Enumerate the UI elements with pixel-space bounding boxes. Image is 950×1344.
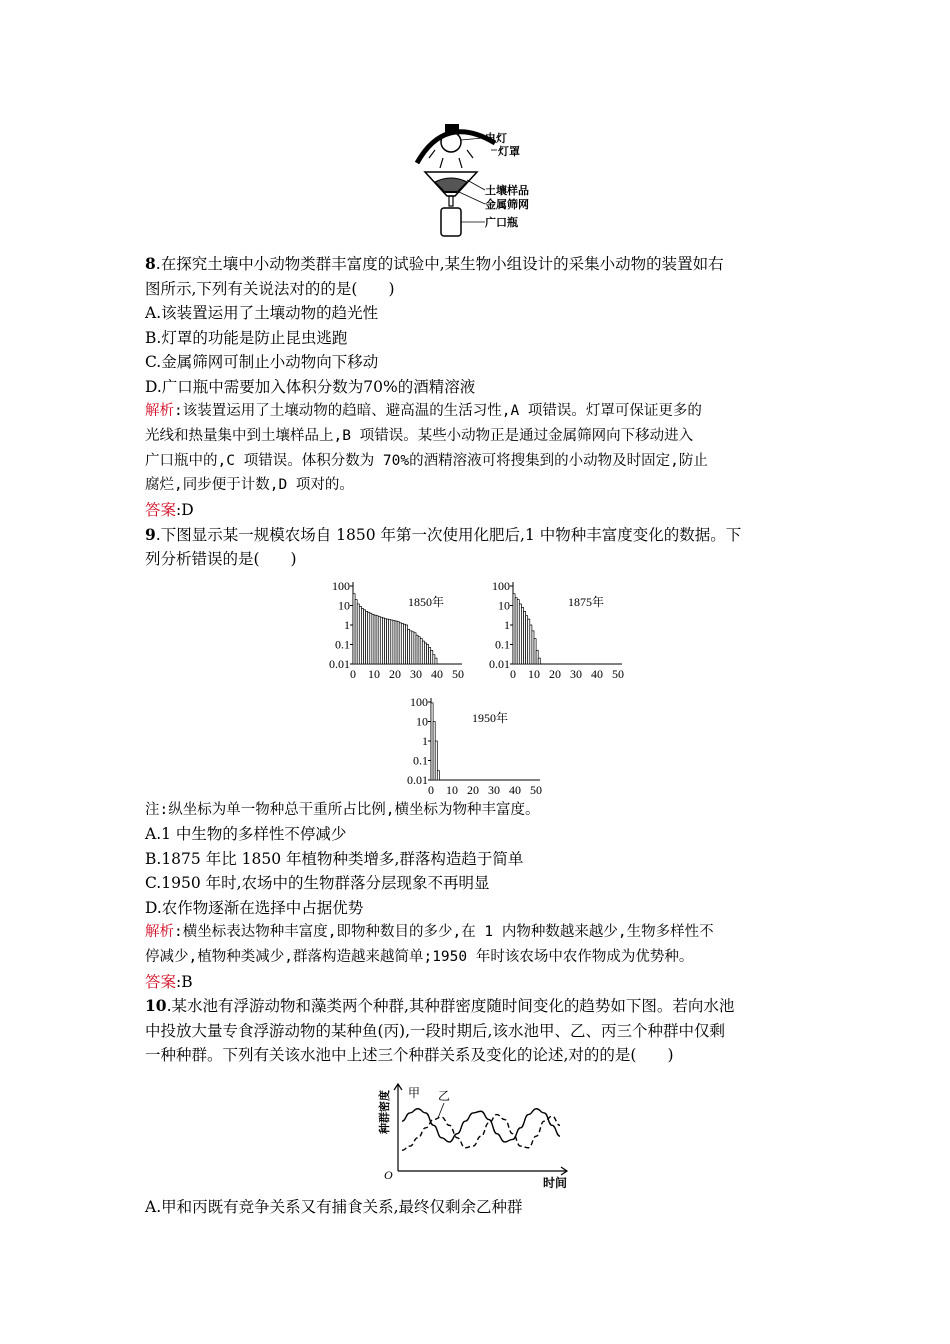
q10-stem-line2: 中投放大量专食浮游动物的某种鱼(丙),一段时期后,该水池甲、乙、丙三个种群中仅剩 [145,1022,725,1040]
q10-stem-line3: 一种种群。下列有关该水池中上述三个种群关系及变化的论述,对的的是( ) [145,1046,674,1064]
x-tick-label: 10 [528,667,540,681]
soil-sample-shape [435,178,467,192]
y-tick-label: 100 [492,579,510,593]
label-shade: 灯罩 [498,146,520,158]
q10-stem-line1: 10.某水池有浮游动物和藻类两个种群,其种群密度随时间变化的趋势如下图。若向水池 [145,996,735,1015]
series-label-yi: 乙 [438,1089,451,1103]
q8-analysis-line3: 广口瓶中的,C 项错误。体积分数为 70%的酒精溶液可将搜集到的小动物及时固定,防止 [145,453,708,469]
q9-analysis-line1: 解析:横坐标表达物种丰富度,即物种数目的多少,在 1 内物种数越来越少,生物多样性不 [145,924,714,940]
apparatus-figure [405,118,555,238]
x-tick-label: 0 [428,783,434,797]
q9-option-b: B.1875 年比 1850 年植物种类增多,群落构造趋于简单 [145,850,524,868]
y-tick-label: 0.1 [495,637,510,652]
label-lamp: 电灯 [485,133,507,145]
q8-answer-label: 答案 [145,501,177,519]
x-tick-label: 30 [570,667,582,681]
q8-analysis-line1: 解析:该装置运用了土壤动物的趋暗、避高温的生活习性,A 项错误。灯罩可保证更多的 [145,403,702,419]
histogram-bar [538,658,540,664]
jar-shape [441,208,461,236]
x-tick-label: 50 [612,667,624,681]
x-tick-label: 0 [350,667,356,681]
histogram-1875 [482,576,630,686]
x-tick-label: 30 [488,783,500,797]
q9-answer-label: 答案 [145,973,177,991]
x-tick-label: 40 [431,667,443,681]
histogram-1850 [322,576,470,686]
x-axis-label: 时间 [543,1176,568,1190]
q9-option-d: D.农作物逐渐在选择中占据优势 [145,899,364,917]
y-tick-label: 100 [410,695,428,709]
histogram-title: 1950年 [472,711,509,725]
q9-answer: 答案:B [145,973,193,991]
y-tick-label: 1 [504,618,510,632]
q9-stem-line2: 列分析错误的是( ) [145,550,297,568]
q10-number: 10 [145,996,167,1015]
y-tick-label: 1 [422,734,428,748]
origin-label: O [384,1168,393,1182]
histogram-title: 1850年 [408,595,445,609]
y-tick-label: 0.01 [407,773,428,787]
y-tick-label: 0.1 [335,637,350,652]
series-label-jia: 甲 [408,1086,421,1100]
x-tick-label: 50 [530,783,542,797]
y-tick-label: 1 [344,618,350,632]
histogram-1950 [400,692,548,802]
x-tick-label: 20 [467,783,479,797]
q8-analysis-label: 解析 [145,403,174,419]
y-tick-label: 100 [332,579,350,593]
x-tick-label: 0 [510,667,516,681]
q10-option-a: A.甲和丙既有竞争关系又有捕食关系,最终仅剩余乙种群 [145,1198,523,1216]
series-line-yi [402,1115,560,1151]
series-line-jia [402,1109,560,1142]
series-pointer-yi [438,1103,444,1118]
q9-note: 注:纵坐标为单一物种总干重所占比例,横坐标为物种丰富度。 [145,802,540,818]
label-mesh: 金属筛网 [485,199,529,211]
q9-option-c: C.1950 年时,农场中的生物群落分层现象不再明显 [145,874,490,892]
y-tick-label: 10 [338,598,350,613]
y-tick-label: 0.1 [413,753,428,768]
x-tick-label: 10 [446,783,458,797]
q9-stem-line1: 9.下图显示某一规模农场自 1850 年第一次使用化肥后,1 中物种丰富度变化的数据。下 [145,525,742,544]
y-tick-label: 0.01 [329,657,350,671]
x-tick-label: 50 [452,667,464,681]
label-soil: 土壤样品 [485,185,529,197]
histogram-title: 1875年 [568,595,605,609]
population-density-chart [372,1078,582,1190]
x-tick-label: 40 [591,667,603,681]
q8-stem-line1: 8.在探究土壤中小动物类群丰富度的试验中,某生物小组设计的采集小动物的装置如右 [145,254,724,273]
y-tick-label: 10 [498,598,510,613]
x-tick-label: 10 [368,667,380,681]
q8-option-d: D.广口瓶中需要加入体积分数为70%的酒精溶液 [145,378,476,396]
q8-analysis-line4: 腐烂,同步便于计数,D 项对的。 [145,477,354,493]
x-tick-label: 20 [549,667,561,681]
q9-analysis-line2: 停减少,植物种类减少,群落构造越来越简单;1950 年时该农场中农作物成为优势种。 [145,949,694,965]
y-tick-label: 0.01 [489,657,510,671]
y-axis-label: 种群密度 [379,1090,391,1134]
q9-option-a: A.1 中生物的多样性不停减少 [145,825,347,843]
histogram-bar [437,771,439,780]
label-jar: 广口瓶 [485,217,518,229]
x-tick-label: 30 [410,667,422,681]
q8-option-b: B.灯罩的功能是防止昆虫逃跑 [145,329,348,347]
q8-analysis-line2: 光线和热量集中到土壤样品上,B 项错误。某些小动物正是通过金属筛网向下移动进入 [145,428,694,444]
q8-answer: 答案:D [145,501,194,519]
y-tick-label: 10 [416,714,428,729]
q8-stem-line2: 图所示,下列有关说法对的的是( ) [145,280,395,298]
q9-number: 9 [145,525,156,544]
q8-number: 8 [145,254,156,273]
histogram-bar [435,658,437,664]
x-tick-label: 40 [509,783,521,797]
x-tick-label: 20 [389,667,401,681]
lamp-shade-shape [417,132,495,163]
q9-analysis-label: 解析 [145,924,174,940]
q8-option-c: C.金属筛网可制止小动物向下移动 [145,353,379,371]
q8-option-a: A.该装置运用了土壤动物的趋光性 [145,304,379,322]
